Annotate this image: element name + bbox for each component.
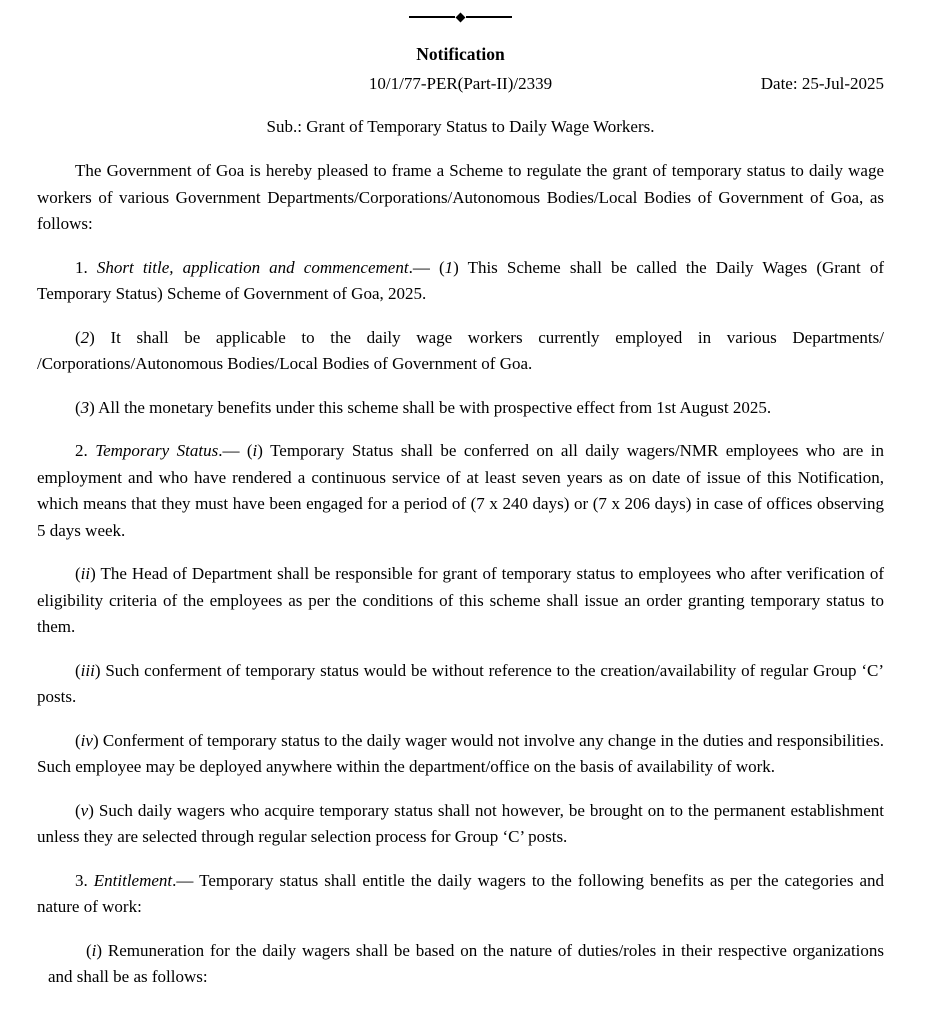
paragraph-run: ) This Scheme shall be called the Daily Wages (Grant of Temporary Status) Scheme of Government of Goa, 2025. (37, 257, 885, 303)
paragraph-run-italic: 3 (80, 397, 90, 417)
paragraph (37, 868, 884, 921)
paragraph (37, 798, 884, 851)
paragraph-run: 2. (75, 441, 96, 460)
paragraph-run: ) Such daily wagers who acquire temporary status shall not however, be brought on to the permanent establishment unless they are selected through regular selection process for Group ‘C’ posts. (37, 800, 884, 846)
paragraph-run-italic: iv (80, 730, 93, 750)
paragraph (37, 728, 884, 781)
document-body (37, 158, 884, 991)
document-title: Notification (416, 44, 505, 64)
subject-line: Sub.: Grant of Temporary Status to Daily Wage Workers. (266, 117, 655, 136)
paragraph (37, 325, 884, 378)
paragraph-run: ( (75, 800, 81, 820)
paragraph-run-italic: Temporary Status (95, 441, 219, 460)
paragraph-run-italic: i (91, 940, 97, 960)
paragraph-run-italic: 2 (80, 327, 90, 347)
paragraph-run-italic: ii (80, 564, 91, 583)
paragraph-run-italic: Entitlement (93, 870, 173, 890)
reference-row (37, 71, 884, 97)
paragraph-run: ) Temporary Status shall be conferred on all daily wagers/NMR employees who are in employment and who have rendered a continuous service of at least seven years as on date of issue of this Notification, which means that they must have been engaged for a period of (7 x 240 days) or (7 x 206 days) in case of offices observing 5 days week. (37, 441, 884, 540)
paragraph (37, 158, 884, 238)
paragraph-run: The Government of Goa is hereby pleased to frame a Scheme to regulate the grant of temporary status to daily wage workers of various Government Departments/Corporations/Autonomous Bodies/Local Bodies of Government of Goa, as follows: (37, 161, 884, 233)
paragraph-run: ( (75, 397, 81, 417)
paragraph-run-italic: i (252, 441, 258, 460)
date-text: Date: 25-Jul-2025 (760, 74, 884, 93)
paragraph-run-italic: iii (80, 660, 95, 680)
paragraph-run: .— Temporary status shall entitle the daily wagers to the following benefits as per the categories and nature of work: (37, 870, 885, 916)
divider-rule-left (409, 16, 455, 18)
paragraph (37, 255, 884, 308)
paragraph-run: ) Conferment of temporary status to the daily wager would not involve any change in the duties and responsibilities. Such employee may be deployed anywhere within the department/office on the basis of availability of work. (37, 730, 884, 776)
paragraph (37, 395, 884, 422)
paragraph-run-italic: v (80, 800, 89, 820)
paragraph-run-italic: 1 (444, 257, 454, 277)
paragraph-run: ) It shall be applicable to the daily wage workers currently employed in various Departments/ /Corporations/Autonomous Bodies/Local Bodies of Government of Goa. (37, 327, 884, 373)
divider-rule-right (466, 16, 512, 18)
paragraph-run: 3. (75, 870, 94, 890)
paragraph (37, 438, 884, 544)
paragraph-run: ( (75, 660, 81, 680)
paragraph-run: ( (75, 327, 81, 347)
paragraph (48, 938, 884, 991)
paragraph-run-italic: Short title, application and commencement (96, 257, 409, 277)
paragraph-run: .— ( (408, 257, 445, 277)
paragraph-run: ) All the monetary benefits under this scheme shall be with prospective effect from 1st August 2025. (89, 397, 772, 417)
paragraph-run: ( (75, 730, 81, 750)
reference-number: 10/1/77-PER(Part-II)/2339 (368, 74, 553, 93)
paragraph-run: ) Such conferment of temporary status would be without reference to the creation/availability of regular Group ‘C’ posts. (37, 660, 884, 706)
paragraph-run: 1. (75, 257, 97, 277)
diamond-ornament-icon (456, 12, 466, 22)
paragraph (37, 561, 884, 641)
paragraph-run: .— ( (218, 441, 253, 460)
paragraph-run: ) Remuneration for the daily wagers shall be based on the nature of duties/roles in their respective organizations and shall be as follows: (48, 940, 884, 986)
ornamental-divider (37, 12, 884, 22)
paragraph (37, 658, 884, 711)
paragraph-run: ( (86, 940, 92, 960)
paragraph-run: ( (75, 564, 81, 583)
paragraph-run: ) The Head of Department shall be responsible for grant of temporary status to employees who after verification of eligibility criteria of the employees as per the conditions of this scheme shall issue an order granting temporary status to them. (37, 564, 884, 636)
